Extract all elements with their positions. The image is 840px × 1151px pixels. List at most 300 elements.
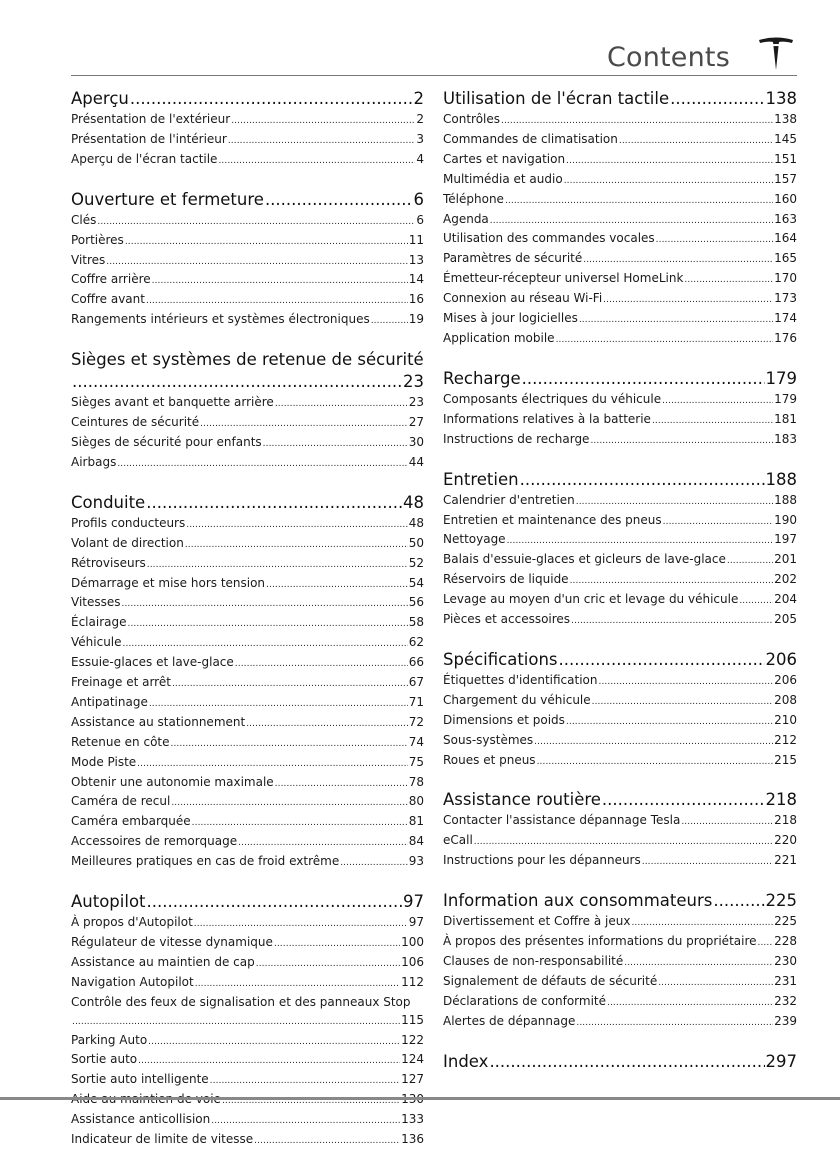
page-number: 84	[408, 834, 424, 849]
toc-entry[interactable]	[71, 914, 424, 934]
toc-entry[interactable]	[71, 793, 424, 813]
toc-left-column	[71, 80, 424, 1151]
dot-leader	[490, 211, 773, 231]
page-number: 138	[765, 89, 797, 108]
entry-title: Paramètres de sécurité	[443, 251, 583, 266]
page-number: 163	[774, 211, 797, 226]
page-number: 138	[774, 112, 797, 126]
tesla-logo-icon	[757, 36, 795, 72]
page-number: 232	[774, 993, 797, 1008]
toc-entry[interactable]	[71, 614, 424, 634]
dot-leader	[172, 674, 408, 694]
page-number: 170	[774, 271, 797, 286]
toc-entry[interactable]	[443, 290, 797, 310]
toc-entry[interactable]	[443, 571, 797, 591]
toc-entry[interactable]	[71, 774, 424, 794]
entry-title: Ceintures de sécurité	[71, 415, 200, 430]
page-number: 97	[408, 915, 424, 930]
page-number: 133	[401, 1112, 424, 1127]
toc-entry[interactable]	[443, 732, 797, 752]
page-number: 3	[416, 131, 424, 146]
page-number: 179	[774, 391, 797, 406]
header-rule	[71, 75, 797, 76]
entry-title: Parking Auto	[71, 1032, 148, 1047]
toc-entry[interactable]	[71, 454, 424, 474]
section-heading[interactable]	[443, 1051, 797, 1073]
section-title: Entretien	[443, 469, 519, 489]
entry-title: Connexion au réseau Wi-Fi	[443, 291, 603, 306]
dot-leader	[579, 310, 773, 330]
section-heading[interactable]	[443, 368, 797, 390]
toc-entry[interactable]	[443, 211, 797, 231]
entry-title: Levage au moyen d'un cric et levage du véhicule	[443, 592, 739, 607]
entry-title: Composants électriques du véhicule	[443, 391, 662, 406]
page-number: 231	[774, 973, 797, 988]
toc-section	[443, 649, 797, 772]
toc-entry[interactable]	[71, 594, 424, 614]
dot-leader	[152, 271, 408, 291]
toc-entry[interactable]	[443, 131, 797, 151]
entry-title: Sortie auto intelligente	[71, 1072, 209, 1087]
dot-leader	[146, 492, 402, 514]
dot-leader	[275, 394, 408, 414]
page-number: 221	[774, 853, 797, 868]
dot-leader	[534, 732, 773, 752]
dot-leader	[228, 131, 416, 151]
page-number: 181	[774, 411, 797, 426]
toc-entry[interactable]	[71, 394, 424, 414]
entry-title: Contacter l'assistance dépannage Tesla	[443, 813, 681, 828]
section-heading[interactable]	[443, 649, 797, 671]
dot-leader	[148, 1032, 400, 1052]
dot-leader	[266, 575, 408, 595]
toc-entry[interactable]	[443, 531, 797, 551]
page-number: 6	[413, 189, 424, 209]
page-number: 11	[408, 232, 424, 247]
section-heading[interactable]	[71, 349, 424, 393]
entry-title: Utilisation des commandes vocales	[443, 231, 655, 246]
page-header	[0, 0, 840, 80]
entry-title: Régulateur de vitesse dynamique	[71, 935, 273, 949]
toc-entry[interactable]	[443, 310, 797, 330]
toc-entry[interactable]	[71, 311, 424, 331]
dot-leader	[186, 515, 407, 535]
dot-leader	[590, 431, 773, 451]
entry-title: Meilleures pratiques en cas de froid extrême	[71, 854, 340, 869]
toc-entry[interactable]	[71, 654, 424, 674]
toc-entry[interactable]	[71, 994, 424, 1032]
toc-entry[interactable]	[71, 212, 424, 232]
page-number: 176	[774, 330, 797, 345]
page-number: 2	[413, 89, 424, 108]
toc-entry[interactable]	[71, 694, 424, 714]
toc-entry[interactable]	[71, 754, 424, 774]
entry-title: Multimédia et audio	[443, 171, 563, 186]
entry-title: Assistance anticollision	[71, 1112, 211, 1127]
entry-title: Sortie auto	[71, 1052, 138, 1067]
toc-entry[interactable]	[71, 271, 424, 291]
toc-right-column	[443, 80, 797, 1074]
dot-leader	[727, 551, 773, 571]
dot-leader	[566, 712, 773, 732]
dot-leader	[570, 571, 774, 591]
dot-leader	[130, 88, 413, 110]
section-title: Ouverture et fermeture	[71, 189, 264, 209]
toc-entry[interactable]	[443, 591, 797, 611]
dot-leader	[171, 793, 407, 813]
toc-entry[interactable]	[71, 1051, 424, 1071]
toc-entry[interactable]	[443, 953, 797, 973]
toc-entry[interactable]	[71, 634, 424, 654]
page-number: 205	[774, 612, 797, 627]
entry-title: Instructions de recharge	[443, 431, 590, 446]
page-number: 115	[401, 1012, 424, 1027]
section-title: Utilisation de l'écran tactile	[443, 89, 670, 108]
page-number: 14	[408, 272, 424, 287]
page-number: 208	[774, 692, 797, 707]
page-number: 93	[408, 854, 424, 869]
page-number: 220	[774, 833, 797, 848]
toc-entry[interactable]	[71, 252, 424, 272]
toc-entry[interactable]	[443, 492, 797, 512]
toc-entry[interactable]	[71, 1131, 424, 1151]
dot-leader	[522, 368, 765, 390]
page-number: 54	[408, 575, 424, 590]
dot-leader	[128, 614, 408, 634]
entry-title: Chargement du véhicule	[443, 692, 591, 707]
section-heading[interactable]	[71, 891, 424, 913]
section-title: Conduite	[71, 492, 146, 512]
dot-leader	[520, 469, 765, 491]
dot-leader	[185, 535, 408, 555]
page-number: 122	[401, 1032, 424, 1047]
entry-title: Mode Piste	[71, 754, 137, 769]
toc-section	[443, 88, 797, 350]
toc-entry[interactable]	[71, 555, 424, 575]
toc-entry[interactable]	[443, 551, 797, 571]
toc-entry[interactable]	[71, 515, 424, 535]
entry-title: Volant de direction	[71, 535, 184, 550]
toc-entry[interactable]	[71, 1111, 424, 1131]
toc-entry[interactable]	[443, 411, 797, 431]
toc-entry[interactable]	[443, 913, 797, 933]
toc-entry[interactable]	[71, 131, 424, 151]
toc-entry[interactable]	[443, 431, 797, 451]
dot-leader	[489, 1051, 764, 1073]
dot-leader	[254, 1131, 400, 1151]
toc-entry[interactable]	[71, 1032, 424, 1052]
dot-leader	[238, 833, 408, 853]
toc-entry[interactable]	[71, 674, 424, 694]
dot-leader	[566, 151, 773, 171]
entry-title: Déclarations de conformité	[443, 993, 607, 1008]
page-number: 239	[774, 1013, 797, 1028]
entry-title: Sous-systèmes	[443, 732, 534, 747]
page-number: 23	[403, 372, 424, 392]
toc-entry[interactable]	[443, 391, 797, 411]
dot-leader	[652, 411, 773, 431]
toc-entry[interactable]	[443, 752, 797, 772]
page-number: 215	[774, 752, 797, 767]
toc-entry[interactable]	[71, 853, 424, 873]
entry-title: Éclairage	[71, 615, 127, 630]
page-number: 174	[774, 311, 797, 326]
section-title: Assistance routière	[443, 790, 601, 810]
toc-entry[interactable]	[443, 973, 797, 993]
toc-entry[interactable]	[443, 171, 797, 191]
entry-title: Entretien et maintenance des pneus	[443, 512, 662, 527]
toc-entry[interactable]	[443, 852, 797, 872]
entry-title: Démarrage et mise hors tension	[71, 575, 266, 590]
toc-entry[interactable]	[443, 512, 797, 532]
section-heading[interactable]	[443, 88, 797, 110]
toc-entry[interactable]	[71, 151, 424, 171]
dot-leader	[713, 890, 764, 912]
dot-leader	[235, 654, 408, 674]
dot-leader	[149, 694, 408, 714]
section-heading[interactable]	[71, 88, 424, 110]
toc-entry[interactable]	[71, 434, 424, 454]
page-number: 112	[401, 974, 424, 989]
dot-leader	[474, 832, 773, 852]
entry-title: Indicateur de limite de vitesse	[71, 1132, 254, 1147]
dot-leader	[263, 434, 408, 454]
page-number: 230	[774, 954, 797, 968]
toc-entry[interactable]	[71, 833, 424, 853]
dot-leader	[598, 672, 773, 692]
dot-leader	[211, 1111, 400, 1131]
entry-title: Clauses de non-responsabilité	[443, 954, 624, 968]
toc-entry[interactable]	[71, 813, 424, 833]
toc-entry[interactable]	[71, 291, 424, 311]
toc-section	[71, 891, 424, 1151]
section-title: Sièges et systèmes de retenue de sécurité	[71, 350, 424, 370]
entry-title: Divertissement et Coffre à jeux	[443, 914, 631, 929]
dot-leader	[739, 591, 773, 611]
page-number: 19	[408, 312, 424, 327]
section-title: Aperçu	[71, 89, 129, 108]
entry-title: Retenue en côte	[71, 734, 170, 749]
page-number: 173	[774, 291, 797, 306]
page-number: 225	[765, 891, 797, 911]
section-title: Information aux consommateurs	[443, 891, 713, 911]
toc-section	[71, 189, 424, 331]
page-number: 179	[765, 368, 797, 388]
toc-entry[interactable]	[443, 832, 797, 852]
page-number: 56	[408, 595, 424, 610]
entry-title: Obtenir une autonomie maximale	[71, 774, 274, 789]
dot-leader	[576, 492, 773, 512]
dot-leader	[556, 330, 774, 350]
toc-entry[interactable]	[443, 270, 797, 290]
dot-leader	[576, 1013, 773, 1033]
toc-entry[interactable]	[71, 714, 424, 734]
toc-entry[interactable]	[443, 692, 797, 712]
page-number: 58	[408, 615, 424, 630]
toc-entry[interactable]	[71, 414, 424, 434]
toc-entry[interactable]	[71, 974, 424, 994]
dot-leader	[592, 692, 773, 712]
page-number: 188	[765, 469, 797, 489]
dot-leader	[340, 853, 408, 873]
dot-leader	[231, 111, 415, 131]
page-number: 157	[774, 171, 797, 186]
page-number: 74	[408, 734, 424, 749]
dot-leader	[274, 934, 400, 954]
toc-entry[interactable]	[443, 993, 797, 1013]
toc-entry[interactable]	[71, 111, 424, 131]
toc-section	[443, 469, 797, 631]
page-number: 201	[774, 552, 797, 567]
dot-leader	[275, 774, 408, 794]
section-heading[interactable]	[443, 890, 797, 912]
page-number: 212	[774, 732, 797, 747]
page-number: 80	[408, 794, 424, 809]
page-number: 27	[408, 415, 424, 430]
dot-leader	[619, 131, 773, 151]
page-number: 13	[408, 252, 424, 267]
dot-leader	[200, 414, 408, 434]
section-heading[interactable]	[443, 469, 797, 491]
entry-title: Présentation de l'extérieur	[71, 112, 231, 126]
toc-entry[interactable]	[443, 230, 797, 250]
entry-title: À propos d'Autopilot	[71, 915, 193, 930]
toc-entry[interactable]	[443, 191, 797, 211]
toc-entry[interactable]	[443, 712, 797, 732]
dot-leader	[106, 252, 407, 272]
section-heading[interactable]	[443, 789, 797, 811]
dot-leader	[507, 531, 774, 551]
dot-leader	[194, 914, 408, 934]
toc-entry[interactable]	[71, 535, 424, 555]
page-number: 48	[403, 492, 424, 512]
page-number: 2	[416, 112, 424, 126]
dot-leader	[171, 734, 408, 754]
dot-leader	[137, 754, 408, 774]
dot-leader	[642, 852, 773, 872]
toc-section	[71, 88, 424, 171]
toc-entry[interactable]	[443, 672, 797, 692]
section-title: Index	[443, 1051, 489, 1071]
toc-entry[interactable]	[443, 933, 797, 953]
entry-title: Agenda	[443, 211, 489, 226]
entry-title: eCall	[443, 833, 473, 848]
entry-title: Nettoyage	[443, 532, 506, 547]
dot-leader	[602, 789, 765, 811]
dot-leader	[501, 111, 773, 131]
dot-leader	[681, 812, 773, 832]
page-number: 72	[408, 714, 424, 729]
dot-leader	[147, 891, 402, 913]
page-number: 23	[408, 395, 424, 410]
entry-title: Sièges de sécurité pour enfants	[71, 434, 262, 449]
toc-entry[interactable]	[443, 1013, 797, 1033]
toc-entry[interactable]	[71, 1071, 424, 1091]
entry-title: Pièces et accessoires	[443, 612, 571, 627]
dot-leader	[125, 232, 408, 252]
page-number: 228	[774, 934, 797, 949]
toc-entry[interactable]	[443, 330, 797, 350]
toc-entry[interactable]	[71, 1091, 424, 1111]
entry-title: Profils conducteurs	[71, 515, 186, 530]
page-number: 50	[408, 535, 424, 550]
dot-leader	[72, 1012, 400, 1032]
entry-title: Airbags	[71, 454, 117, 469]
page-title: Contents	[606, 42, 730, 73]
page-number: 202	[774, 572, 797, 587]
entry-title: Balais d'essuie-glaces et gicleurs de lave-glace	[443, 552, 726, 567]
page-number: 204	[774, 592, 797, 607]
toc-entry[interactable]	[71, 734, 424, 754]
page-number: 206	[774, 672, 797, 687]
toc-section	[443, 368, 797, 451]
page-number: 62	[408, 635, 424, 650]
toc-entry[interactable]	[443, 812, 797, 832]
dot-leader	[117, 454, 407, 474]
entry-title: Essuie-glaces et lave-glace	[71, 655, 234, 670]
page-number: 127	[401, 1072, 424, 1087]
dot-leader	[559, 649, 765, 671]
section-heading[interactable]	[71, 189, 424, 211]
page-number: 78	[408, 774, 424, 789]
entry-title: Mises à jour logicielles	[443, 311, 578, 326]
page-number: 160	[774, 191, 797, 206]
toc-entry[interactable]	[71, 934, 424, 954]
toc-section	[443, 789, 797, 872]
entry-title: Rangements intérieurs et systèmes électroniques	[71, 312, 370, 327]
toc-section	[443, 1051, 797, 1073]
entry-title: Présentation de l'intérieur	[71, 131, 227, 146]
dot-leader	[505, 191, 773, 211]
toc-entry[interactable]	[443, 111, 797, 131]
page-number: 52	[408, 555, 424, 570]
entry-title: Téléphone	[443, 191, 504, 206]
entry-title: Aperçu de l'écran tactile	[71, 151, 218, 166]
section-heading[interactable]	[71, 492, 424, 514]
page-number: 97	[403, 892, 424, 912]
entry-title: Rétroviseurs	[71, 555, 146, 570]
toc-entry[interactable]	[71, 232, 424, 252]
entry-title: Signalement de défauts de sécurité	[443, 973, 658, 988]
page-number	[401, 1091, 424, 1109]
dot-leader	[571, 611, 773, 631]
page-number: 100	[401, 935, 424, 949]
toc-entry[interactable]	[443, 151, 797, 171]
entry-title: Accessoires de remorquage	[71, 834, 238, 849]
page-number: 297	[765, 1051, 797, 1071]
dot-leader	[265, 189, 413, 211]
page-number: 16	[408, 292, 424, 307]
page-number: 183	[774, 431, 797, 446]
dot-leader	[218, 151, 415, 171]
entry-title: Dimensions et poids	[443, 712, 565, 727]
page-number: 190	[774, 512, 797, 527]
page-number: 44	[408, 454, 424, 469]
entry-title: Contrôles	[443, 112, 501, 126]
toc-entry[interactable]	[443, 611, 797, 631]
toc-entry[interactable]	[443, 250, 797, 270]
entry-title: Réservoirs de liquide	[443, 572, 569, 587]
dot-leader	[72, 371, 402, 393]
toc-entry[interactable]	[71, 575, 424, 595]
entry-title: Clés	[71, 212, 97, 227]
page-number: 81	[408, 814, 424, 829]
dot-leader	[624, 953, 773, 973]
entry-title: Coffre arrière	[71, 272, 151, 287]
entry-title: Vitesses	[71, 595, 121, 610]
dot-leader	[658, 973, 773, 993]
toc-entry[interactable]	[71, 954, 424, 974]
